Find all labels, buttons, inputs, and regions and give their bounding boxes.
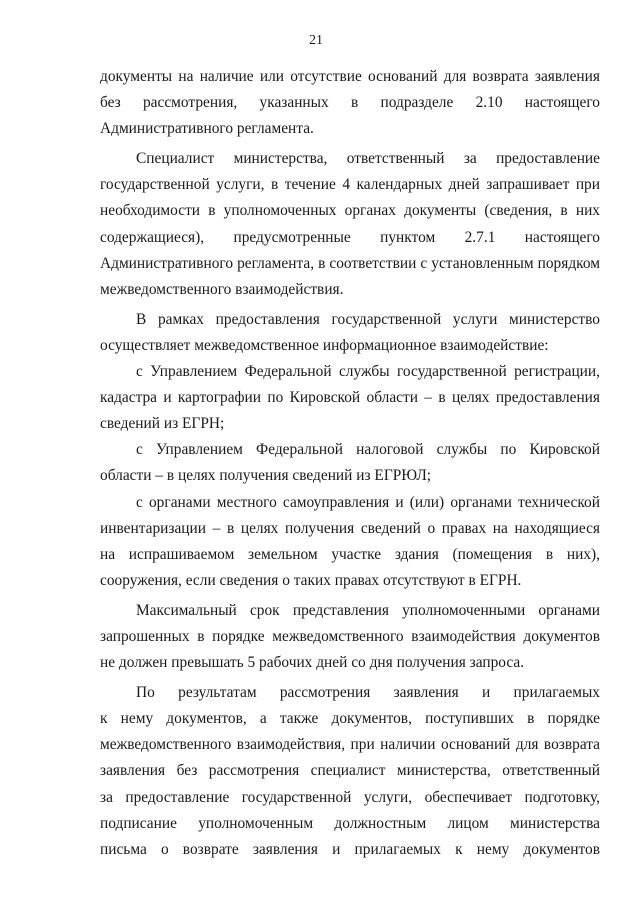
page-number: 21 <box>309 33 323 48</box>
text-line: По результатам рассмотрения заявления и прилагаемых <box>136 684 600 702</box>
text-line: инвентаризации – в целях получения сведений о правах на находящиеся <box>100 519 600 537</box>
paragraph <box>100 307 600 359</box>
text-line: к нему документов, а также документов, поступивших в порядке <box>100 710 600 728</box>
text-line: заявления без рассмотрения специалист министерства, ответственный <box>100 762 600 780</box>
text-line: межведомственного взаимодействия, при наличии оснований для возврата <box>100 736 600 754</box>
text-line: Максимальный срок представления уполномоченными органами <box>136 601 600 619</box>
text-line: на испрашиваемом земельном участке здания (помещения в них), <box>100 545 600 563</box>
text-line: межведомственного взаимодействия. <box>100 280 344 298</box>
text-line: области – в целях получения сведений из ЕГРЮЛ; <box>100 467 432 485</box>
text-line: без рассмотрения, указанных в подразделе 2.10 настоящего <box>100 94 600 112</box>
paragraph <box>100 146 600 303</box>
text-line: Административного регламента, в соответствии с установленным порядком <box>100 254 600 272</box>
text-line: Административного регламента. <box>100 120 314 138</box>
text-line: необходимости в уполномоченных органах документы (сведения, в них <box>100 202 600 220</box>
paragraph <box>100 598 600 676</box>
text-line: запрошенных в порядке межведомственного взаимодействия документов <box>100 627 600 645</box>
document-body <box>100 64 600 863</box>
text-line: с Управлением Федеральной службы государственной регистрации, <box>136 363 600 381</box>
text-line: содержащиеся), предусмотренные пунктом 2.7.1 настоящего <box>100 228 600 246</box>
paragraph <box>100 64 600 142</box>
paragraph <box>100 680 600 863</box>
text-line: письма о возврате заявления и прилагаемых к нему документов <box>100 840 600 858</box>
text-line: государственной услуги, в течение 4 календарных дней запрашивает при <box>100 176 600 194</box>
text-line: В рамках предоставления государственной услуги министерство <box>136 310 600 328</box>
text-line: Специалист министерства, ответственный за предоставление <box>136 150 600 168</box>
text-line: осуществляет межведомственное информационное взаимодействие: <box>100 336 549 354</box>
text-line: с Управлением Федеральной налоговой службы по Кировской <box>136 441 600 459</box>
text-line: сведений из ЕГРН; <box>100 415 225 433</box>
text-line: кадастра и картографии по Кировской области – в целях предоставления <box>100 389 600 407</box>
text-line: за предоставление государственной услуги, обеспечивает подготовку, <box>100 788 600 806</box>
text-line: не должен превышать 5 рабочих дней со дня получения запроса. <box>100 654 525 672</box>
text-line: подписание уполномоченным должностным лицом министерства <box>100 814 600 832</box>
paragraph <box>100 359 600 437</box>
paragraph <box>100 490 600 594</box>
text-line: сооружения, если сведения о таких правах отсутствуют в ЕГРН. <box>100 571 522 589</box>
paragraph <box>100 437 600 489</box>
text-line: документы на наличие или отсутствие оснований для возврата заявления <box>100 68 600 85</box>
text-line: с органами местного самоуправления и (или) органами технической <box>136 493 600 511</box>
